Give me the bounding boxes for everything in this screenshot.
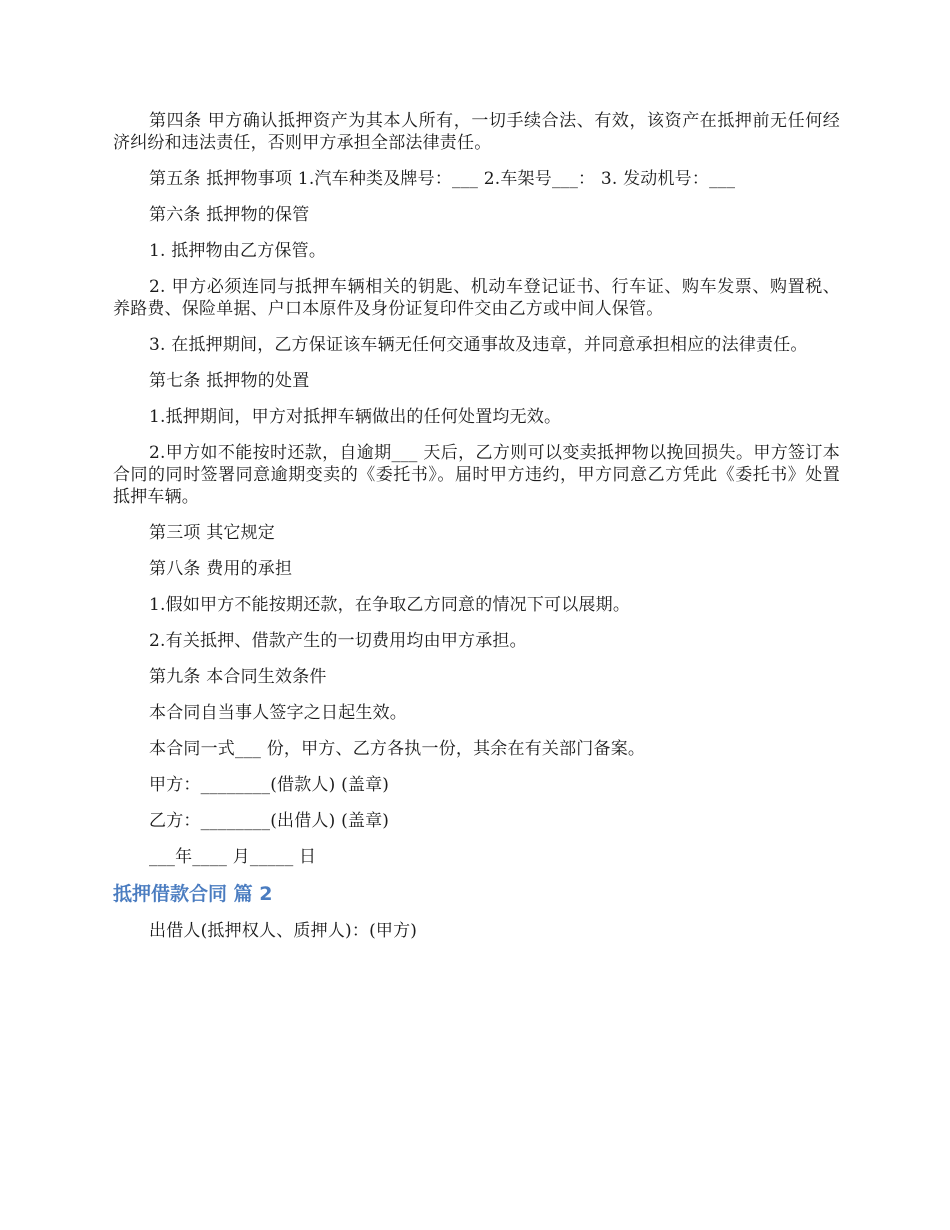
clause-7-item-2: 2.甲方如不能按时还款，自逾期___ 天后，乙方则可以变卖抵押物以挽回损失。甲方签订本合同的同时签署同意逾期变卖的《委托书》。届时甲方违约，甲方同意乙方凭此《委托书》处置抵押车辆。 xyxy=(113,443,840,507)
clause-9-item-2: 本合同一式___ 份，甲方、乙方各执一份，其余在有关部门备案。 xyxy=(149,739,646,759)
clause-8-title: 第八条 费用的承担 xyxy=(149,559,293,579)
clause-6-title: 第六条 抵押物的保管 xyxy=(149,205,310,225)
clause-9-title: 第九条 本合同生效条件 xyxy=(149,667,327,687)
clause-4: 第四条 甲方确认抵押资产为其本人所有，一切手续合法、有效，该资产在抵押前无任何经济纠纷和违法责任，否则甲方承担全部法律责任。 xyxy=(113,111,840,153)
section-heading: 抵押借款合同 篇 2 xyxy=(113,883,273,905)
section-3-title: 第三项 其它规定 xyxy=(149,523,276,543)
clause-6-item-2: 2. 甲方必须连同与抵押车辆相关的钥匙、机动车登记证书、行车证、购车发票、购置税、养路费、保险单据、户口本原件及身份证复印件交由乙方或中间人保管。 xyxy=(113,277,840,319)
date-line: ___年____ 月_____ 日 xyxy=(149,847,317,867)
party-b-signature: 乙方：________(出借人) (盖章) xyxy=(149,811,390,831)
clause-6-item-3: 3. 在抵押期间，乙方保证该车辆无任何交通事故及违章，并同意承担相应的法律责任。 xyxy=(149,335,808,355)
clause-8-item-1: 1.假如甲方不能按期还款，在争取乙方同意的情况下可以展期。 xyxy=(149,595,631,615)
lender-line: 出借人(抵押权人、质押人)：(甲方) xyxy=(149,921,418,941)
clause-5: 第五条 抵押物事项 1.汽车种类及牌号：___ 2.车架号___： 3. 发动机号：___ xyxy=(149,169,736,189)
clause-9-item-1: 本合同自当事人签字之日起生效。 xyxy=(149,703,407,723)
clause-8-item-2: 2.有关抵押、借款产生的一切费用均由甲方承担。 xyxy=(149,631,527,651)
party-a-signature: 甲方：________(借款人) (盖章) xyxy=(149,775,390,795)
clause-7-title: 第七条 抵押物的处置 xyxy=(149,371,310,391)
document-body xyxy=(113,110,840,956)
clause-7-item-1: 1.抵押期间，甲方对抵押车辆做出的任何处置均无效。 xyxy=(149,407,562,427)
clause-6-item-1: 1. 抵押物由乙方保管。 xyxy=(149,241,327,261)
